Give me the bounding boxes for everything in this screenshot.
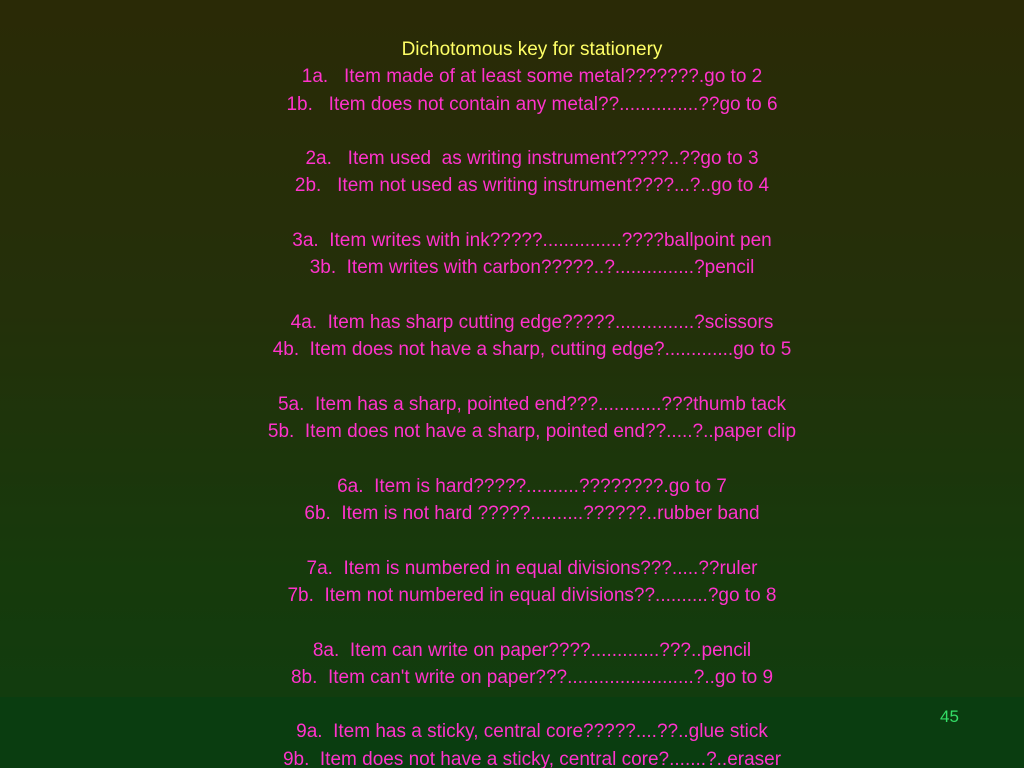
spacer xyxy=(0,118,1024,145)
key-line-2a: 2a. Item used as writing instrument?????..??go to 3 xyxy=(305,148,759,170)
key-line-8a: 8a. Item can write on paper????.............???..pencil xyxy=(312,639,752,661)
spacer xyxy=(0,364,1024,391)
key-line-4b: 4b. Item does not have a sharp, cutting edge?.............go to 5 xyxy=(272,339,792,361)
key-line-4a: 4a. Item has sharp cutting edge?????...............?scissors xyxy=(290,311,774,333)
spacer xyxy=(0,200,1024,227)
key-line-3b: 3b. Item writes with carbon?????..?...............?pencil xyxy=(309,257,755,279)
key-line-6a: 6a. Item is hard?????..........????????.go to 7 xyxy=(337,475,727,497)
key-line-6b: 6b. Item is not hard ?????..........??????..rubber band xyxy=(304,503,760,525)
key-line-9b: 9b. Item does not have a sticky, central core?.......?..eraser xyxy=(282,748,782,768)
key-line-3a: 3a. Item writes with ink?????...............????ballpoint pen xyxy=(292,230,772,252)
spacer xyxy=(0,609,1024,636)
slide-title: Dichotomous key for stationery xyxy=(401,39,663,60)
slide-page-number: 45 xyxy=(940,707,959,726)
slide-body xyxy=(0,36,1024,768)
key-line-7b: 7b. Item not numbered in equal divisions??..........?go to 8 xyxy=(287,584,777,606)
spacer xyxy=(0,282,1024,309)
spacer xyxy=(0,691,1024,718)
key-line-1a: 1a. Item made of at least some metal???????.go to 2 xyxy=(301,66,763,88)
key-line-7a: 7a. Item is numbered in equal divisions???.....??ruler xyxy=(306,557,758,579)
key-line-1b: 1b. Item does not contain any metal??...............??go to 6 xyxy=(286,93,778,115)
spacer xyxy=(0,527,1024,554)
key-line-9a: 9a. Item has a sticky, central core?????....??..glue stick xyxy=(296,721,768,743)
key-line-5a: 5a. Item has a sharp, pointed end???............???thumb tack xyxy=(277,393,787,415)
key-line-8b: 8b. Item can't write on paper???........................?..go to 9 xyxy=(290,666,774,688)
key-line-2b: 2b. Item not used as writing instrument????...?..go to 4 xyxy=(294,175,770,197)
key-line-5b: 5b. Item does not have a sharp, pointed end??.....?..paper clip xyxy=(267,421,797,443)
spacer xyxy=(0,445,1024,472)
